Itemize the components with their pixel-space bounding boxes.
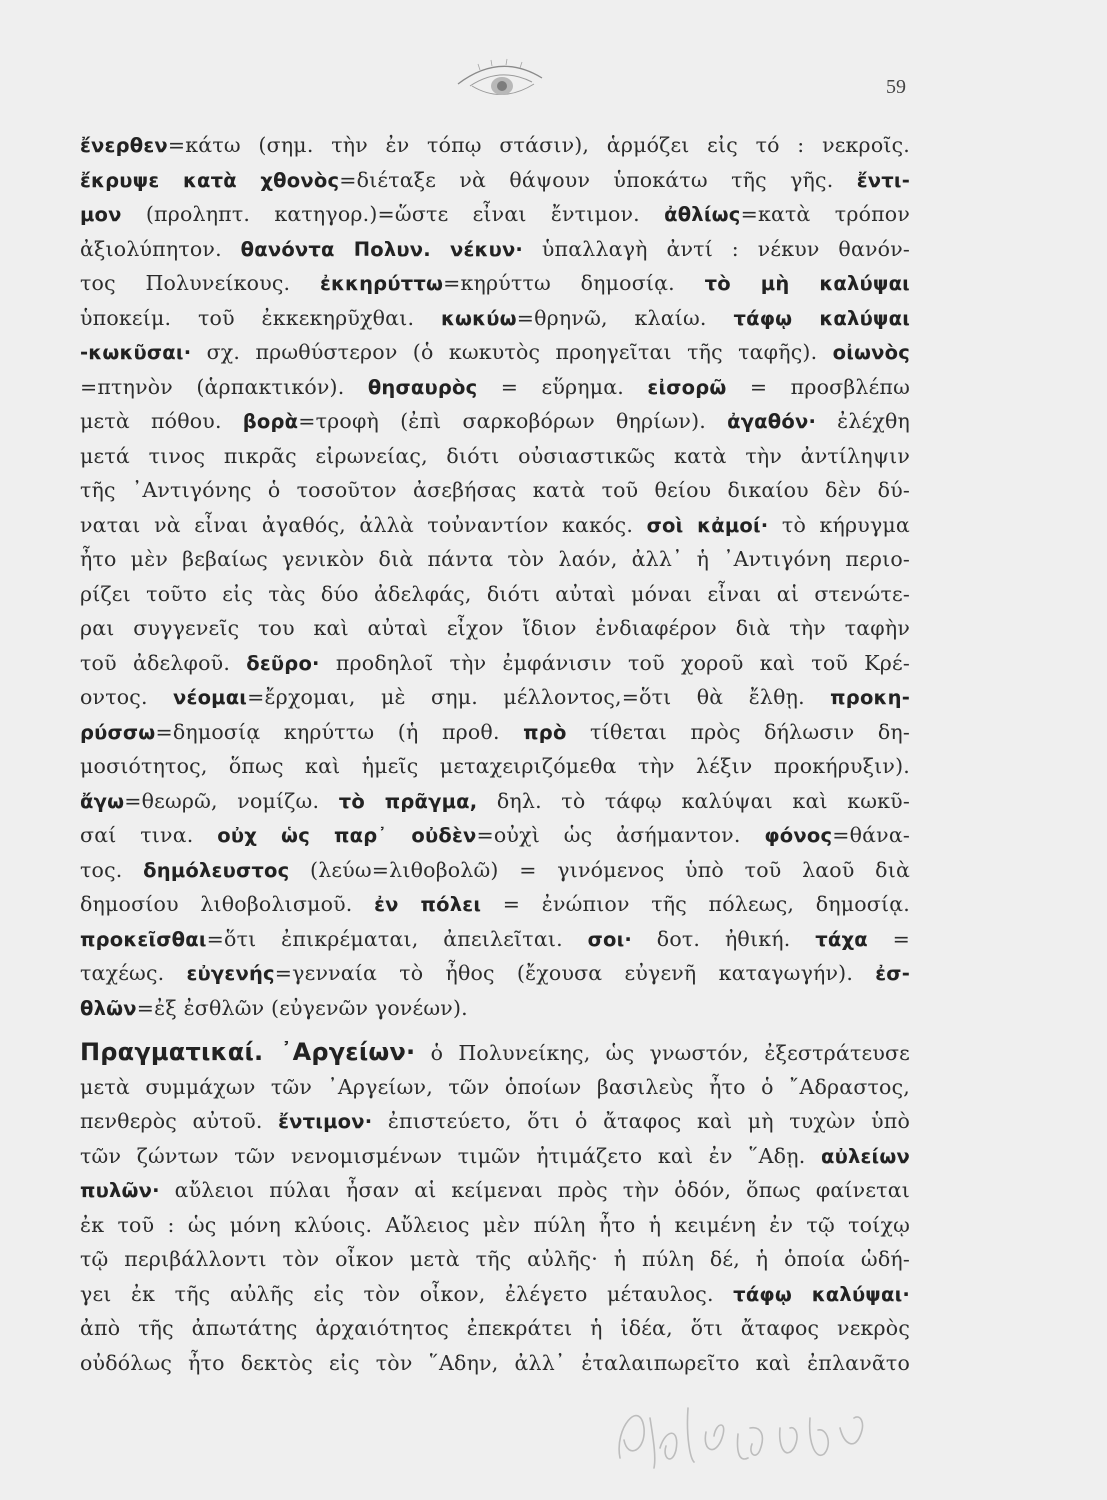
bold-term: σοι· xyxy=(587,927,633,951)
bold-term: σοὶ κἀμοί· xyxy=(646,513,769,537)
text-segment: πενθερὸς αὐτοῦ. xyxy=(80,1109,279,1133)
text-segment: τῶν ζώντων τῶν νενομισμένων τιμῶν ἠτιμάζετο καὶ ἐν ῞Αδῃ. xyxy=(80,1143,821,1168)
bold-term: τὸ μὴ καλύψαι xyxy=(704,272,910,295)
text-segment: τοῦ ἀδελφοῦ. xyxy=(80,650,247,675)
text-line xyxy=(80,508,910,543)
text-segment: μετά τινος πικρᾶς εἰρωνείας, διότι οὐσιαστικῶς κατὰ τὴν ἀντίληψιν xyxy=(80,443,910,468)
text-line xyxy=(80,232,910,267)
bold-term: ἀθλίως xyxy=(664,203,741,226)
text-line xyxy=(80,1035,910,1070)
text-segment: ρίζει τοῦτο εἰς τὰς δύο ἀδελφάς, διότι αὐταὶ μόναι εἶναι αἱ στενώτε- xyxy=(80,581,910,606)
text-line xyxy=(80,922,910,957)
bold-term: προκεῖσθαι xyxy=(80,927,207,951)
bold-term: ἔντι- xyxy=(856,168,910,192)
text-segment: μετὰ συμμάχων τῶν ᾿Αργείων, τῶν ὁποίων βασιλεὺς ἦτο ὁ ῎Αδραστος, xyxy=(80,1074,910,1099)
bold-term: τάφῳ καλύψαι· xyxy=(733,1282,910,1306)
text-segment: =θάνα- xyxy=(832,823,911,847)
text-line xyxy=(80,1070,910,1105)
text-segment: ὑποκείμ. τοῦ ἐκκεκηρῦχθαι. xyxy=(80,305,441,330)
text-segment: τίθεται πρὸς δήλωσιν δη- xyxy=(566,719,911,744)
text-segment: = εὕρημα. xyxy=(477,374,648,399)
bold-term: τάφῳ καλύψαι xyxy=(733,306,911,330)
text-segment: δοτ. ἠθική. xyxy=(632,926,816,951)
text-segment: μοσιότητος, ὅπως καὶ ἡμεῖς μεταχειριζόμεθα τὴν λέξιν προκήρυξιν). xyxy=(80,754,910,778)
text-segment: οὐδόλως ἦτο δεκτὸς εἰς τὸν ῞Αδην, ἀλλ᾿ ἐταλαιπωρεῖτο καὶ ἐπλανᾶτο xyxy=(80,1350,910,1375)
text-line xyxy=(80,473,910,508)
text-segment: =δημοσίᾳ κηρύττω (ἡ προθ. xyxy=(155,719,524,744)
bold-term: θησαυρὸς xyxy=(367,375,478,399)
text-segment: ταχέως. xyxy=(80,961,187,985)
bold-term: δεῦρο· xyxy=(246,651,320,675)
text-line xyxy=(80,1208,910,1243)
text-line xyxy=(80,404,910,439)
bold-term: πυλῶν· xyxy=(80,1179,160,1202)
text-segment: ἀξιολύπητον. xyxy=(80,236,241,261)
bold-term: ἔνερθεν xyxy=(80,134,168,157)
text-segment: ἐλέχθη xyxy=(816,409,910,433)
bold-term: αὐλείων xyxy=(821,1144,910,1168)
text-segment: =κάτω (σημ. τὴν ἐν τόπῳ στάσιν), ἁρμόζει εἰς τό : νεκροῖς. xyxy=(167,133,910,157)
text-line xyxy=(80,163,910,198)
text-line xyxy=(80,991,910,1026)
text-segment: =γενναία τὸ ἦθος (ἔχουσα εὐγενῆ καταγωγήν). xyxy=(274,961,876,985)
text-line xyxy=(80,1242,910,1277)
bold-term: οἰωνὸς xyxy=(832,341,910,364)
text-segment: =κατὰ τρόπον xyxy=(740,202,910,226)
text-segment: ἐκ τοῦ : ὡς μόνη κλύοις. Αὔλειος μὲν πύλη ἦτο ἡ κειμένη ἐν τῷ τοίχῳ xyxy=(80,1212,910,1237)
text-line xyxy=(80,1311,910,1346)
bold-term: οὐχ ὡς παρ᾿ οὐδὲν xyxy=(217,824,477,847)
text-segment: γει ἐκ τῆς αὐλῆς εἰς τὸν οἶκον, ἐλέγετο μέταυλος. xyxy=(80,1281,734,1306)
text-line xyxy=(80,542,910,577)
text-segment: =θεωρῶ, νομίζω. xyxy=(124,788,339,813)
text-line xyxy=(80,370,910,405)
text-segment: =πτηνὸν (ἁρπακτικόν). xyxy=(80,374,368,399)
text-segment: οντος. xyxy=(80,685,174,709)
bold-term: φόνος xyxy=(764,824,833,847)
eye-stamp-icon xyxy=(440,48,560,108)
text-segment: = προσβλέπω xyxy=(726,374,910,399)
bold-term: προκη- xyxy=(830,686,910,709)
text-segment: ἀπὸ τῆς ἀπωτάτης ἀρχαιότητος ἐπεκράτει ἡ ἰδέα, ὅτι ἄταφος νεκρὸς xyxy=(80,1316,910,1340)
text-segment: ναται νὰ εἶναι ἀγαθός, ἀλλὰ τοὐναντίον κακός. xyxy=(80,512,647,537)
bold-term: εἰσορῶ xyxy=(647,375,727,399)
text-segment: =διέταξε νὰ θάψουν ὑποκάτω τῆς γῆς. xyxy=(339,167,857,192)
bold-term: πρὸ xyxy=(523,720,567,744)
text-segment: =θρηνῶ, κλαίω. xyxy=(516,305,734,330)
bold-term: ἄγω xyxy=(80,789,125,813)
text-segment: =ἐξ ἐσθλῶν (εὐγενῶν γονέων). xyxy=(136,995,468,1020)
text-line xyxy=(80,646,910,681)
bold-term: -κωκῦσαι· xyxy=(80,341,192,364)
bold-term: κωκύω xyxy=(440,306,517,330)
text-line xyxy=(80,439,910,474)
text-segment: ραι συγγενεῖς του καὶ αὐταὶ εἶχον ἴδιον ἐνδιαφέρον διὰ τὴν ταφὴν xyxy=(80,616,910,640)
text-line xyxy=(80,1277,910,1312)
bold-term: δημόλευστος xyxy=(143,858,290,882)
text-segment: ὁ Πολυνείκης, ὡς γνωστόν, ἐξεστράτευσε xyxy=(415,1041,910,1065)
text-line xyxy=(80,1173,910,1208)
text-line xyxy=(80,1346,910,1381)
text-segment: τῆς ᾿Αντιγόνης ὁ τοσοῦτον ἀσεβήσας κατὰ τοῦ θείου δικαίου δὲν δύ- xyxy=(80,478,910,502)
handwritten-signature xyxy=(610,1388,890,1478)
text-line xyxy=(80,887,910,922)
text-segment: αὔλειοι πύλαι ἦσαν αἱ κείμεναι πρὸς τὴν ὁδόν, ὅπως φαίνεται xyxy=(159,1178,910,1202)
bold-term: ρύσσω xyxy=(80,720,156,744)
text-line xyxy=(80,956,910,991)
bold-term: Πραγματικαί. ᾿Αργείων· xyxy=(80,1038,416,1066)
text-line xyxy=(80,301,910,336)
text-line xyxy=(80,611,910,646)
text-segment: =τροφὴ (ἐπὶ σαρκοβόρων θηρίων). xyxy=(298,409,728,433)
text-line xyxy=(80,715,910,750)
text-line xyxy=(80,1139,910,1174)
bold-term: ἐσ- xyxy=(875,962,910,985)
text-segment: (προληπτ. κατηγορ.)=ὥστε εἶναι ἔντιμον. xyxy=(121,202,665,226)
text-segment: τος. xyxy=(80,857,144,882)
bold-term: μον xyxy=(80,203,122,226)
text-segment: σαί τινα. xyxy=(80,823,218,847)
text-line xyxy=(80,577,910,612)
text-segment: = ἐνώπιον τῆς πόλεως, δημοσίᾳ. xyxy=(481,892,910,916)
text-segment: τὸ κήρυγμα xyxy=(768,512,910,537)
text-segment: τος Πολυνείκους. xyxy=(80,271,320,295)
bold-term: νέομαι xyxy=(173,686,248,709)
text-segment: ἐπιστεύετο, ὅτι ὁ ἄταφος καὶ μὴ τυχὼν ὑπὸ xyxy=(372,1109,910,1133)
text-segment: ὑπαλλαγὴ ἀντί : νέκυν θανόν- xyxy=(523,236,910,261)
text-segment: σχ. πρωθύστερον (ὁ κωκυτὸς προηγεῖται τῆς ταφῆς). xyxy=(191,340,833,364)
bold-term: ἔντιμον· xyxy=(278,1110,373,1133)
text-line xyxy=(80,818,910,853)
text-line xyxy=(80,266,910,301)
bold-term: εὐγενής xyxy=(186,962,275,985)
text-segment: =κηρύττω δημοσίᾳ. xyxy=(443,271,705,295)
bold-term: τάχα xyxy=(815,927,868,951)
text-line xyxy=(80,128,910,163)
bold-term: ἔκρυψε κατὰ χθονὸς xyxy=(80,168,340,192)
text-line xyxy=(80,197,910,232)
text-segment: =ἔρχομαι, μὲ σημ. μέλλοντος,=ὅτι θὰ ἔλθῃ. xyxy=(247,685,831,709)
text-segment: μετὰ πόθου. xyxy=(80,409,243,433)
bold-term: ἐκκηρύττω xyxy=(319,272,444,295)
text-line xyxy=(80,680,910,715)
text-segment: =οὐχὶ ὡς ἀσήμαντον. xyxy=(476,823,765,847)
text-segment: προδηλοῖ τὴν ἐμφάνισιν τοῦ χοροῦ καὶ τοῦ Κρέ- xyxy=(319,650,910,675)
bold-term: βορὰ xyxy=(242,410,299,433)
bold-term: θανόντα Πολυν. νέκυν· xyxy=(240,237,524,261)
text-line xyxy=(80,784,910,819)
bold-term: θλῶν xyxy=(80,996,137,1020)
text-line xyxy=(80,749,910,784)
text-segment: τῷ περιβάλλοντι τὸν οἶκον μετὰ τῆς αὐλῆς· ἡ πύλη δέ, ἡ ὁποία ὡδή- xyxy=(80,1247,910,1271)
bold-term: ἐν πόλει xyxy=(374,893,482,916)
text-line xyxy=(80,1104,910,1139)
bold-term: ἀγαθόν· xyxy=(727,410,817,433)
paragraph-gap xyxy=(80,1025,910,1035)
page-number: 59 xyxy=(886,76,906,98)
body-text xyxy=(80,128,910,1380)
text-segment: =ὅτι ἐπικρέμαται, ἀπειλεῖται. xyxy=(206,926,588,951)
text-line xyxy=(80,335,910,370)
text-segment: δηλ. τὸ τάφῳ καλύψαι καὶ κωκῦ- xyxy=(477,788,910,813)
text-segment: δημοσίου λιθοβολισμοῦ. xyxy=(80,892,375,916)
bold-term: τὸ πρᾶγμα, xyxy=(338,789,478,813)
text-segment: ἦτο μὲν βεβαίως γενικὸν διὰ πάντα τὸν λαόν, ἀλλ᾿ ἡ ᾿Αντιγόνη περιο- xyxy=(80,547,910,571)
text-segment: = xyxy=(867,926,911,951)
text-segment: (λεύω=λιθοβολῶ) = γινόμενος ὑπὸ τοῦ λαοῦ διὰ xyxy=(289,857,910,882)
text-line xyxy=(80,853,910,888)
